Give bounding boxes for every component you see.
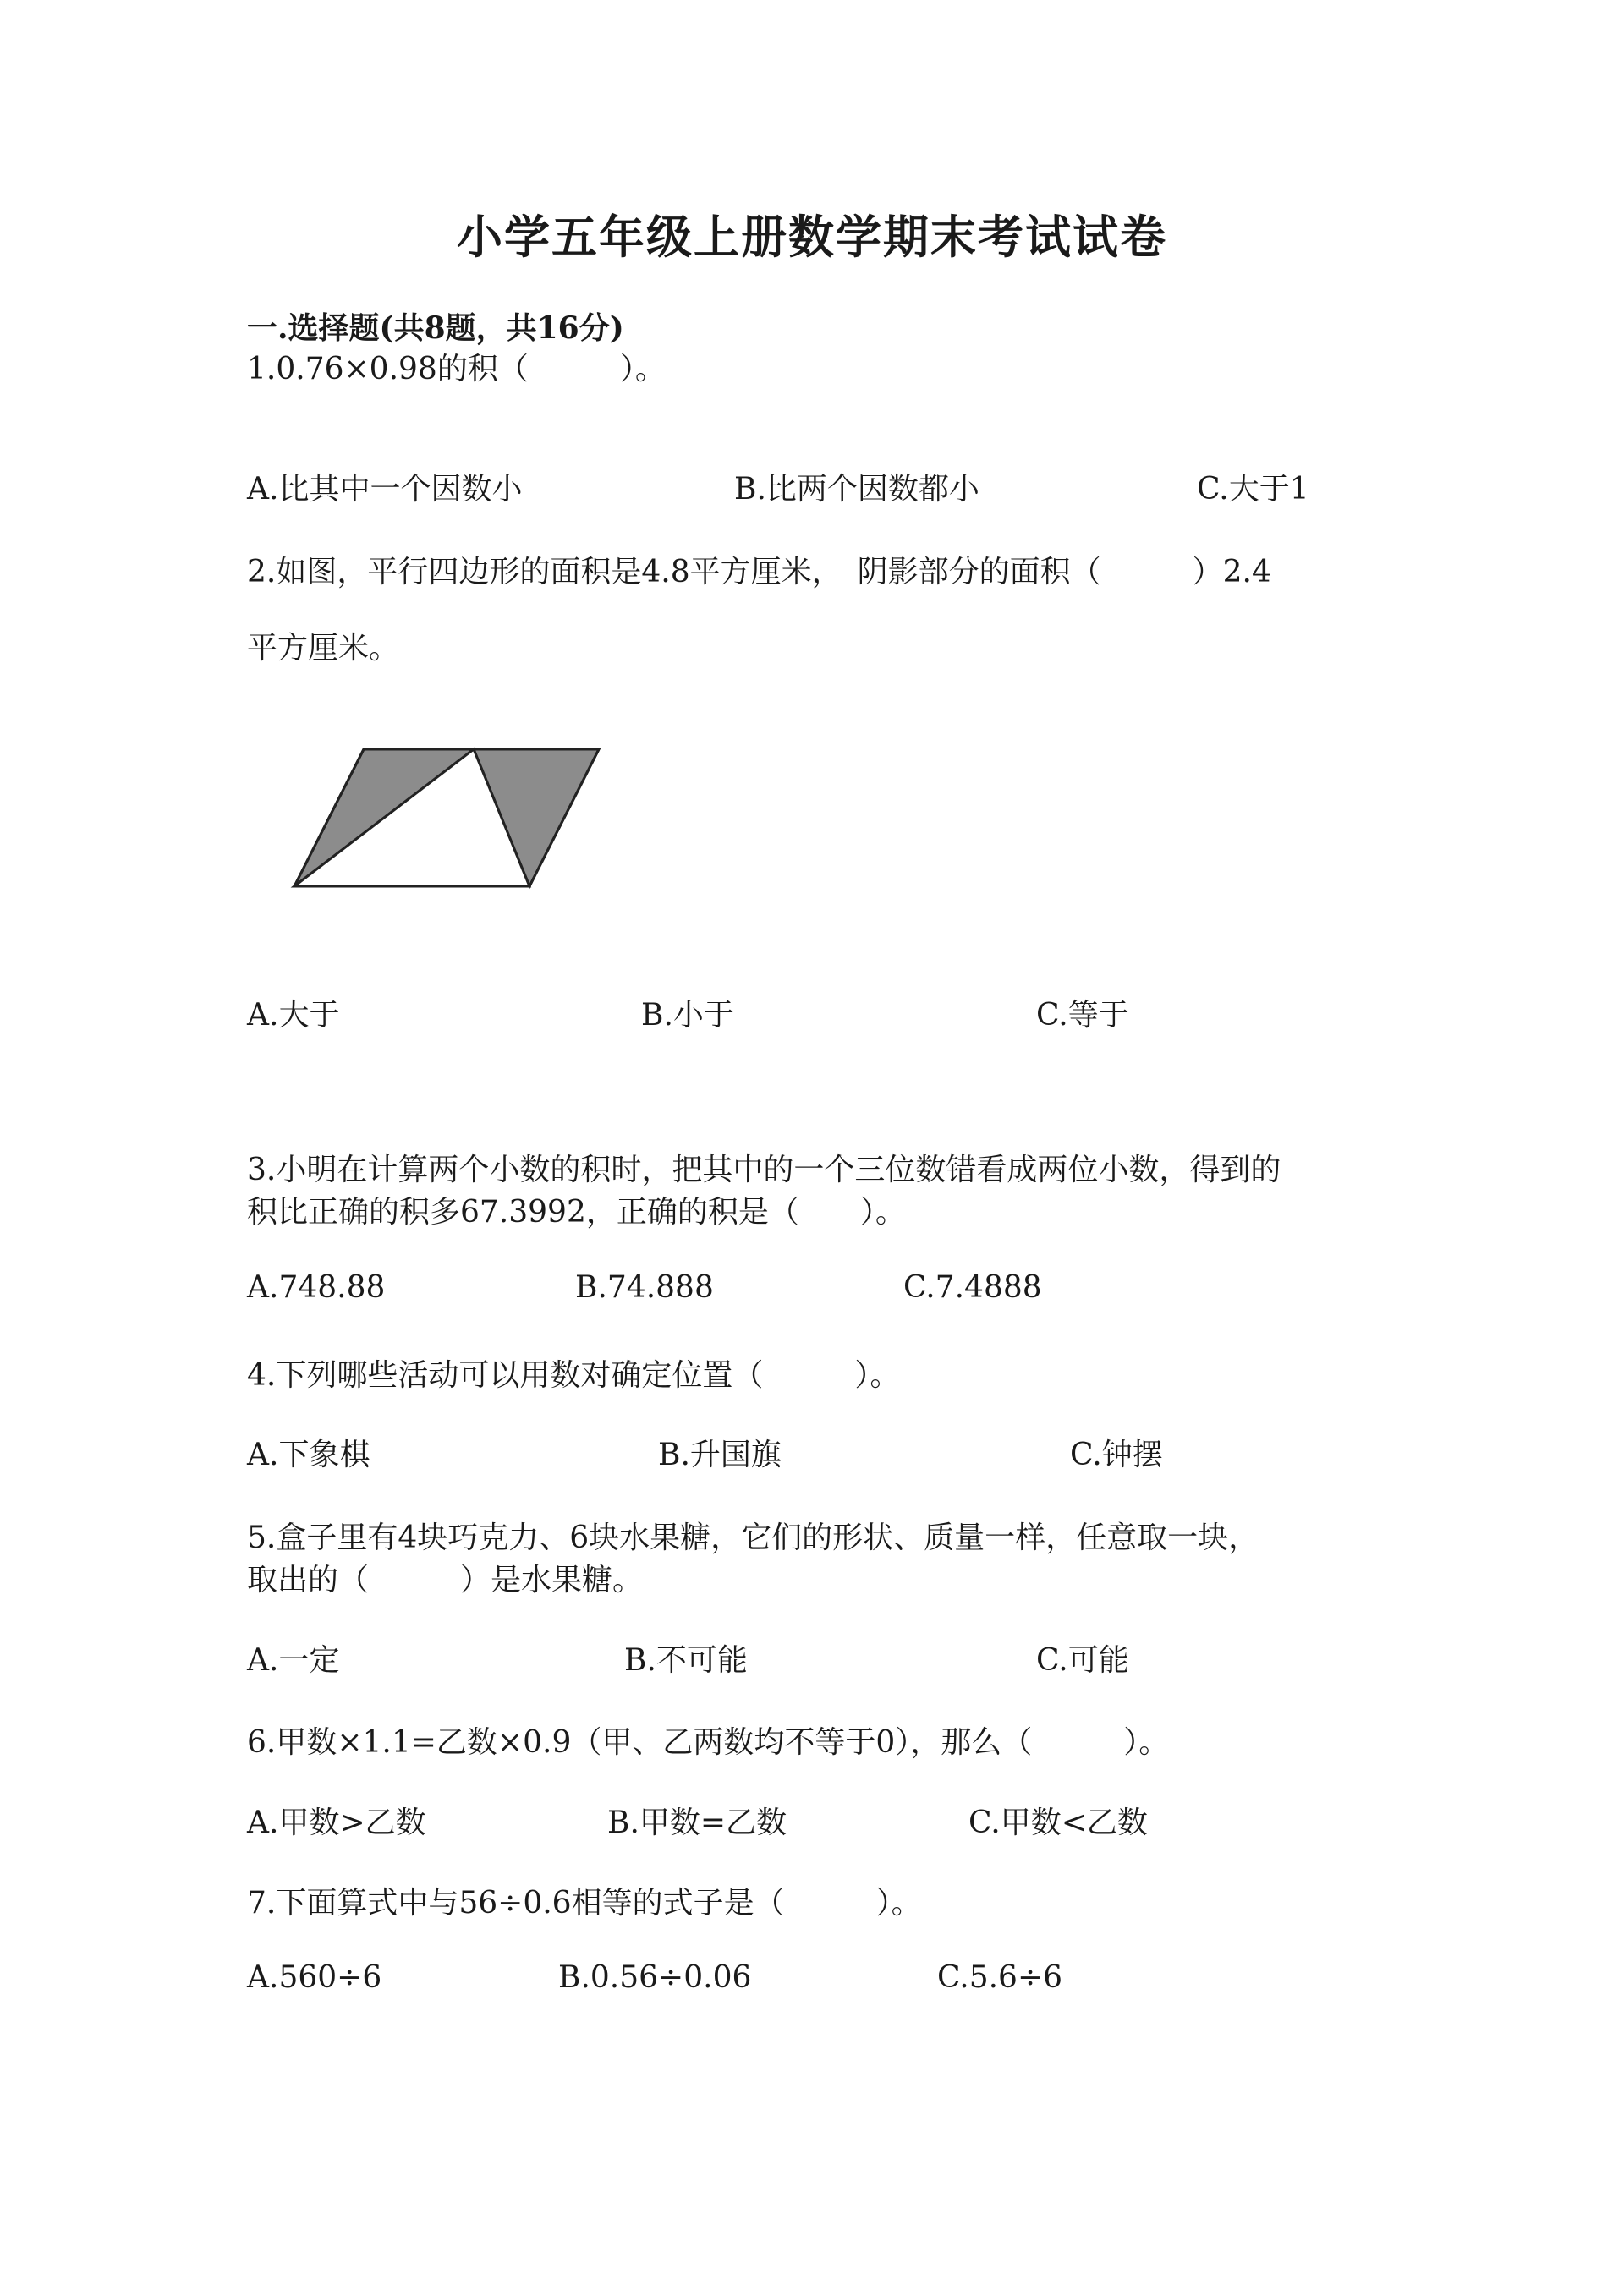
question-4-stem: 4.下列哪些活动可以用数对确定位置（ ）。 <box>247 1358 901 1393</box>
question-3-stem-line-2: 积比正确的积多67.3992，正确的积是（ ）。 <box>247 1195 906 1230</box>
question-7-option-c[interactable]: C.5.6÷6 <box>937 1960 1063 1995</box>
question-5-stem-line-1: 5.盒子里有4块巧克力、6块水果糖，它们的形状、质量一样，任意取一块， <box>247 1521 1259 1555</box>
question-6-option-a[interactable]: A.甲数>乙数 <box>247 1806 426 1840</box>
question-3-option-a[interactable]: A.748.88 <box>247 1270 386 1305</box>
question-3-option-b[interactable]: B.74.888 <box>575 1270 714 1305</box>
section-heading: 一.选择题(共8题，共16分) <box>247 310 624 346</box>
question-4-option-b[interactable]: B.升国旗 <box>658 1438 782 1472</box>
question-7-stem: 7.下面算式中与56÷0.6相等的式子是（ ）。 <box>247 1886 922 1921</box>
question-2-option-a[interactable]: A.大于 <box>247 998 340 1033</box>
question-2-option-b[interactable]: B.小于 <box>641 998 734 1033</box>
question-4-option-a[interactable]: A.下象棋 <box>247 1438 370 1472</box>
question-5-option-a[interactable]: A.一定 <box>247 1643 340 1678</box>
question-3-stem-line-1: 3.小明在计算两个小数的积时，把其中的一个三位数错看成两位小数，得到的 <box>247 1153 1281 1187</box>
question-1-stem: 1.0.76×0.98的积（ ）。 <box>247 352 666 386</box>
question-5-stem-line-2: 取出的（ ）是水果糖。 <box>247 1563 644 1597</box>
question-7-option-a[interactable]: A.560÷6 <box>247 1960 382 1995</box>
question-2-stem-line-1: 2.如图，平行四边形的面积是4.8平方厘米， 阴影部分的面积（ ）2.4 <box>247 555 1271 589</box>
question-6-option-c[interactable]: C.甲数<乙数 <box>968 1806 1148 1840</box>
question-1-option-a[interactable]: A.比其中一个因数小 <box>247 472 523 507</box>
question-4-option-c[interactable]: C.钟摆 <box>1070 1438 1163 1472</box>
question-3-option-c[interactable]: C.7.4888 <box>903 1270 1042 1305</box>
parallelogram-figure <box>269 721 607 900</box>
question-1-option-c[interactable]: C.大于1 <box>1197 472 1309 507</box>
question-5-option-b[interactable]: B.不可能 <box>624 1643 748 1678</box>
question-2-option-c[interactable]: C.等于 <box>1036 998 1129 1033</box>
page-title: 小学五年级上册数学期末考试试卷 <box>457 210 1167 264</box>
question-1-option-b[interactable]: B.比两个因数都小 <box>734 472 979 507</box>
question-6-stem: 6.甲数×1.1=乙数×0.9（甲、乙两数均不等于0），那么（ ）。 <box>247 1725 1170 1760</box>
question-2-stem-line-2: 平方厘米。 <box>247 631 400 666</box>
question-7-option-b[interactable]: B.0.56÷0.06 <box>558 1960 752 1995</box>
question-5-option-c[interactable]: C.可能 <box>1036 1643 1129 1678</box>
question-6-option-b[interactable]: B.甲数=乙数 <box>607 1806 787 1840</box>
